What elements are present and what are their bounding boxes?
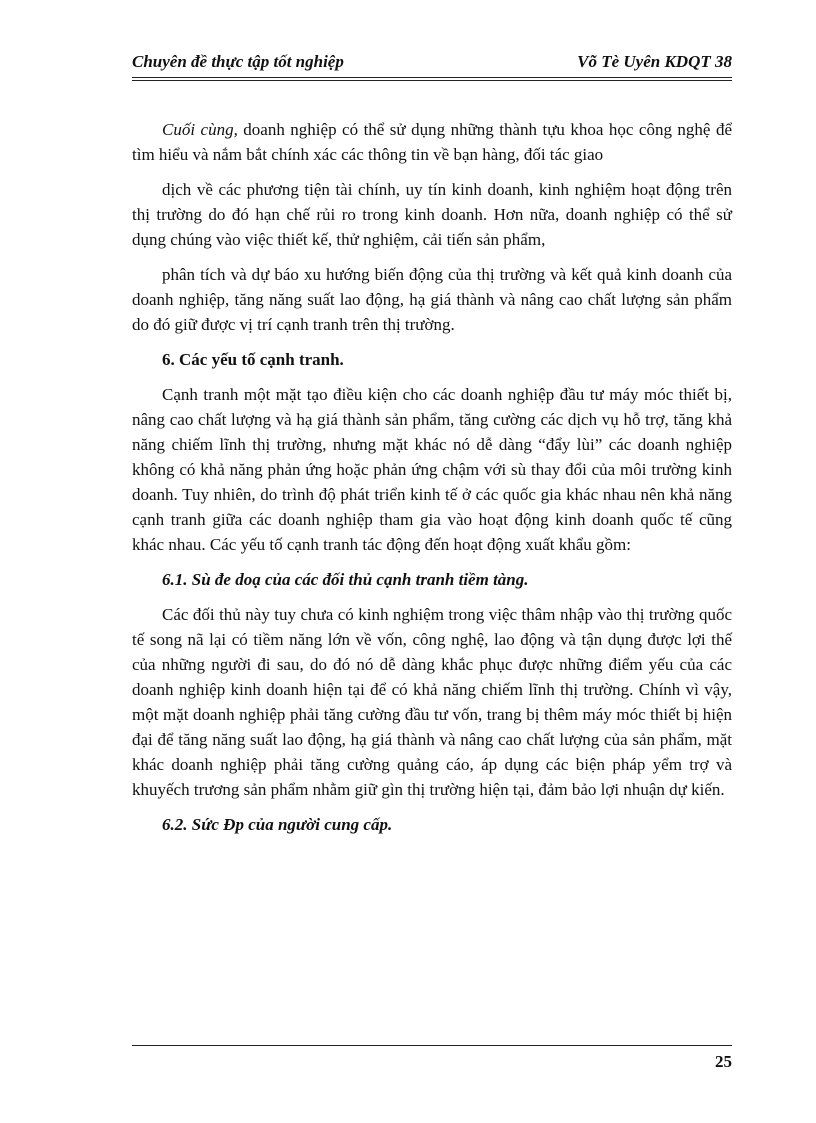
header-author: Võ Tè Uyên KDQT 38 bbox=[577, 52, 732, 71]
paragraph-potential-rivals: Các đối thủ này tuy chưa có kinh nghiệm trong việc thâm nhập vào thị trường quốc tế song nã lại có tiềm năng lớn về vốn, công nghệ, lao động và tận dụng được lợi thế của những người đi sau, do đó nó dễ dàng khắc phục được những điểm yếu của các doanh nghiệp kinh doanh hiện tại để có khả năng chiếm lĩnh thị trường. Chính vì vậy, một mặt doanh nghiệp phải tăng cường đầu tư vốn, trang bị thêm máy móc thiết bị hiện đại để tăng năng suất lao động, hạ giá thành và nâng cao chất lượng của sản phẩm, mặt khác doanh nghiệp phải tăng cường quảng cáo, áp dụng các biện pháp yểm trợ và khuyếch trương sản phẩm nhằm giữ gìn thị trường hiện tại, đảm bảo lợi nhuận dự kiến. bbox=[132, 605, 732, 799]
paragraph-text: doanh nghiệp có thể sử dụng những thành tựu khoa học công nghệ để tìm hiểu và nắm bắt chính xác các thông tin về bạn hàng, đối tác giao bbox=[132, 120, 732, 164]
paragraph-lead: Cuối cùng, bbox=[162, 120, 238, 139]
header-rule-thin bbox=[132, 80, 732, 81]
paragraph-financial: dịch về các phương tiện tài chính, uy tín kinh doanh, kinh nghiệm hoạt động trên thị trường do đó hạn chế rủi ro trong kinh doanh. Hơn nữa, doanh nghiệp có thể sử dụng chúng vào việc thiết kế, thử nghiệm, cải tiến sản phẩm, bbox=[132, 180, 732, 249]
section-heading-6-2: 6.2. Sức Ðp của người cung cấp. bbox=[162, 815, 393, 834]
header-rule bbox=[132, 77, 732, 78]
page-header bbox=[132, 52, 732, 78]
section-heading-6-1: 6.1. Sù đe doạ của các đối thủ cạnh tranh tiềm tàng. bbox=[162, 570, 529, 589]
page-body bbox=[132, 117, 732, 837]
footer-rule bbox=[132, 1045, 732, 1046]
paragraph-competition: Cạnh tranh một mặt tạo điều kiện cho các doanh nghiệp đầu tư máy móc thiết bị, nâng cao chất lượng và hạ giá thành sản phẩm, tăng cường các dịch vụ hỗ trợ, tăng khả năng chiếm lĩnh thị trường, nhưng mặt khác nó dễ dàng “đẩy lùi” các doanh nghiệp không có khả năng phản ứng hoặc phản ứng chậm với sù thay đổi của môi trường kinh doanh. Tuy nhiên, do trình độ phát triển kinh tế ở các quốc gia khác nhau nên khả năng cạnh tranh giữa các doanh nghiệp tham gia vào hoạt động kinh doanh quốc tế cũng khác nhau. Các yếu tố cạnh tranh tác động đến hoạt động xuất khẩu gồm: bbox=[132, 385, 732, 554]
section-heading-6: 6. Các yếu tố cạnh tranh. bbox=[162, 350, 344, 369]
page-number: 25 bbox=[715, 1052, 732, 1071]
header-title: Chuyên đề thực tập tốt nghiệp bbox=[132, 52, 344, 71]
paragraph-analysis: phân tích và dự báo xu hướng biến động của thị trường và kết quả kinh doanh của doanh nghiệp, tăng năng suất lao động, hạ giá thành và nâng cao chất lượng sản phẩm do đó giữ được vị trí cạnh tranh trên thị trường. bbox=[132, 265, 732, 334]
paragraph-closing-technology bbox=[132, 117, 732, 167]
